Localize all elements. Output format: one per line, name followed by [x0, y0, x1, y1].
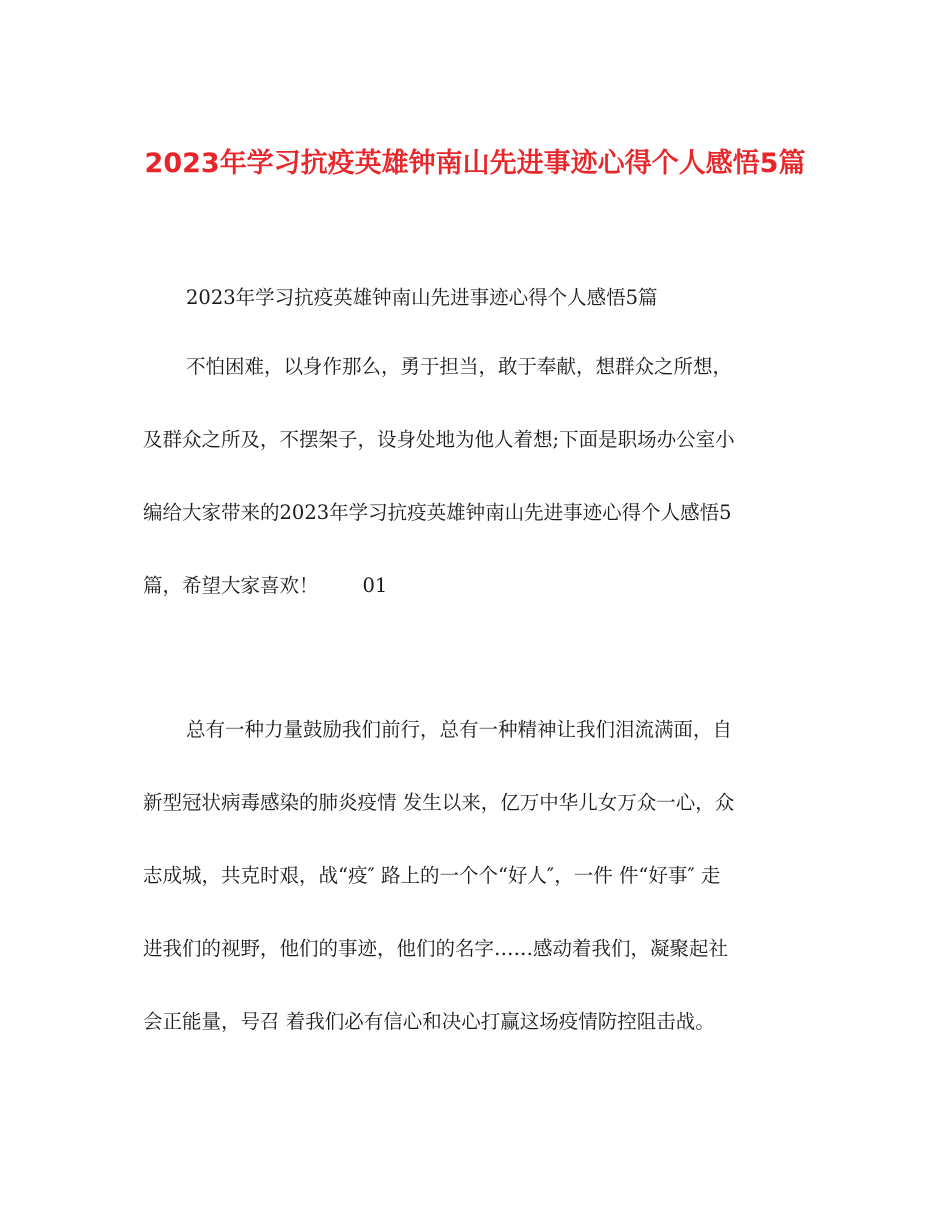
body-line-2: 新型冠状病毒感染的肺炎疫情 发生以来，亿万中华儿女万众一心，众 — [143, 791, 735, 814]
section-number: 01 — [362, 574, 388, 597]
body-line-3: 志成城，共克时艰，战“疫″ 路上的一个个“好人″，一件 件“好事″ 走 — [143, 864, 721, 887]
body-line-4: 进我们的视野，他们的事迹，他们的名字……感动着我们，凝聚起社 — [143, 937, 729, 960]
document-subtitle: 2023年学习抗疫英雄钟南山先进事迹心得个人感悟5篇 — [186, 286, 658, 309]
intro-line-1: 不怕困难，以身作那么，勇于担当，敢于奉献，想群众之所想， — [186, 355, 733, 378]
intro-line-4-text: 篇，希望大家喜欢！ — [143, 574, 319, 597]
body-line-5: 会正能量，号召 着我们必有信心和决心打赢这场疫情防控阻击战。 — [143, 1010, 715, 1033]
body-line-1: 总有一种力量鼓励我们前行，总有一种精神让我们泪流满面，自 — [186, 718, 733, 741]
intro-line-4 — [143, 571, 387, 601]
document-title: 2023年学习抗疫英雄钟南山先进事迹心得个人感悟5篇 — [144, 148, 806, 179]
intro-line-2: 及群众之所及，不摆架子，设身处地为他人着想;下面是职场办公室小 — [143, 428, 735, 451]
intro-line-3: 编给大家带来的2023年学习抗疫英雄钟南山先进事迹心得个人感悟5 — [143, 501, 732, 524]
